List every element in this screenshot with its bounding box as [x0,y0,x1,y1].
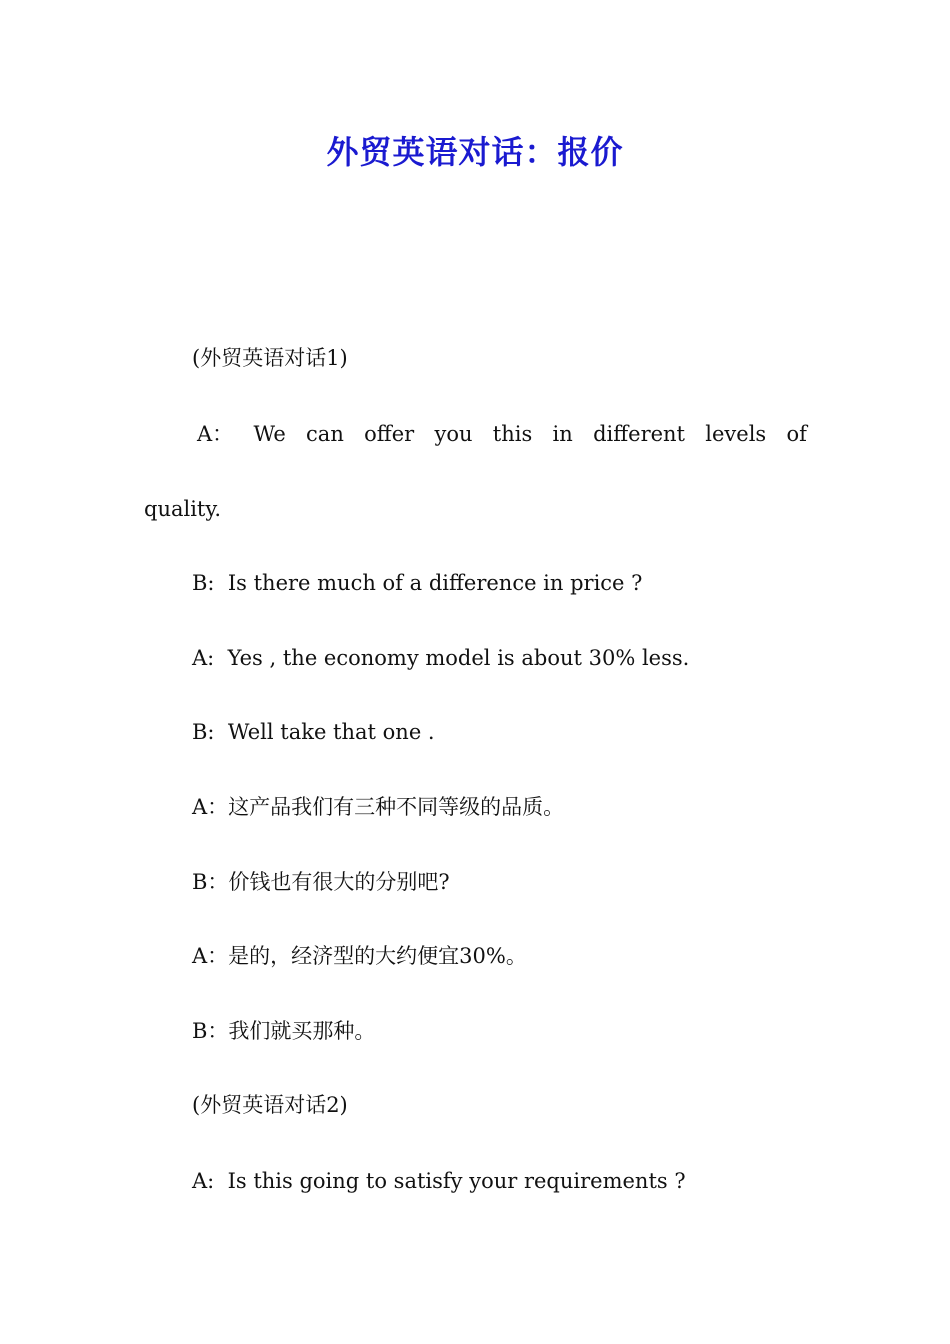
dialogue-heading-2: (外贸英语对话2) [192,1093,348,1117]
dialogue-line-a1 [197,419,807,449]
dialogue-line-b1-zh: B：价钱也有很大的分别吧? [192,870,450,894]
dialogue-line-a1-word: of [786,422,807,446]
dialogue-line-a3: A: Is this going to satisfy your requirements ? [192,1169,686,1193]
dialogue-line-a1-word: in [552,422,573,446]
dialogue-line-a2: A: Yes , the economy model is about 30% less. [192,646,690,670]
dialogue-line-a1-word: levels [705,422,767,446]
dialogue-line-b1: B: Is there much of a difference in price ? [192,571,643,595]
dialogue-line-a1-word: different [593,422,685,446]
dialogue-line-a2-zh: A：是的，经济型的大约便宜30%。 [192,944,527,968]
dialogue-line-a1-word: A： [197,422,234,446]
dialogue-line-b2: B: Well take that one . [192,720,435,744]
dialogue-line-a1-word: this [492,422,533,446]
document-title: 外贸英语对话：报价 [326,133,624,171]
dialogue-line-a1-word: can [306,422,344,446]
dialogue-line-a1-zh: A：这产品我们有三种不同等级的品质。 [192,795,565,819]
dialogue-line-a1-word: We [253,422,286,446]
dialogue-heading-1: (外贸英语对话1) [192,346,348,370]
dialogue-line-a1-word: offer [364,422,415,446]
dialogue-line-a1-word: you [434,422,473,446]
dialogue-line-a1-continued: quality. [144,497,222,521]
dialogue-line-b2-zh: B：我们就买那种。 [192,1019,376,1043]
